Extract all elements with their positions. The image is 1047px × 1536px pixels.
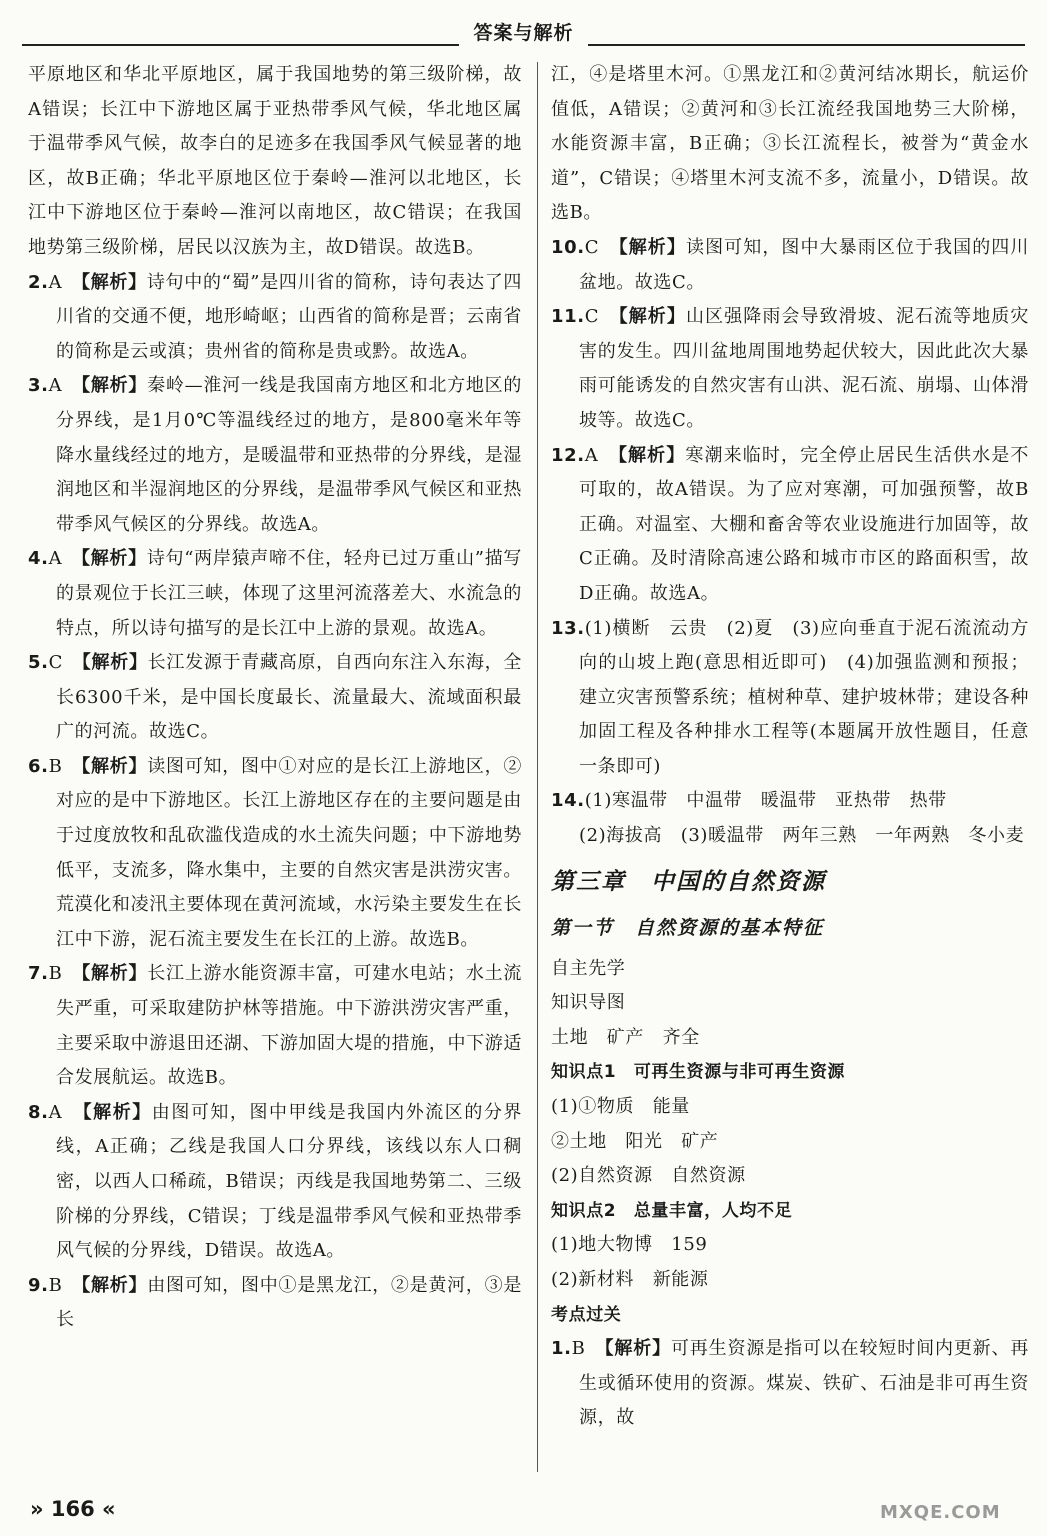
answer-number: 5. — [28, 652, 49, 674]
answer-number: 13. — [551, 617, 585, 639]
column-divider — [537, 62, 538, 1472]
knowledge-map-line: 土地 矿产 齐全 — [551, 1026, 700, 1048]
page-number: » 166 « — [30, 1497, 116, 1521]
answer-text: 由图可知，图中①是黑龙江，②是黄河，③是长 — [56, 1274, 522, 1331]
kp1-line-2: ②土地 阳光 矿产 — [551, 1130, 719, 1152]
answer-4 — [28, 542, 522, 646]
answer-text: 秦岭—淮河一线是我国南方地区和北方地区的分界线，是1月0℃等温线经过的地方，是800毫米年等降水量线经过的地方，是暖温带和亚热带的分界线，是湿润地区和半湿润地区的分界线，是温带季风气候区和亚热带季风气候区的分界线。故选A。 — [56, 375, 522, 535]
answer-8 — [28, 1096, 522, 1269]
watermark-text: MXQE.COM — [880, 1502, 1001, 1523]
answer-1 — [551, 1332, 1029, 1436]
answer-choice: A — [48, 375, 63, 397]
analysis-tag: 【解析】 — [617, 444, 686, 466]
analysis-tag: 【解析】 — [82, 1101, 152, 1123]
answer-choice: A — [48, 1101, 63, 1123]
subheading-checkpoint: 考点过关 — [551, 1304, 622, 1325]
answer-number: 6. — [28, 755, 49, 777]
answer-choice: C — [584, 236, 600, 258]
section-heading: 第一节 自然资源的基本特征 — [551, 916, 825, 939]
answer-6 — [28, 750, 522, 958]
answer-5 — [28, 646, 522, 750]
answer-choice: A — [584, 444, 599, 466]
kp1-line-3: (2)自然资源 自然资源 — [551, 1165, 746, 1187]
answer-choice: B — [48, 1274, 63, 1296]
watermark-logo — [880, 1470, 1040, 1530]
analysis-tag: 【解析】 — [81, 375, 148, 397]
answer-number: 1. — [551, 1338, 572, 1360]
answer-text: 由图可知，图中甲线是我国内外流区的分界线，A正确；乙线是我国人口分界线，该线以东人口稠密，以西人口稀疏，B错误；丙线是我国地势第二、三级阶梯的分界线，C错误；丁线是温带季风气候和亚热带季风气候的分界线，D错误。故选A。 — [56, 1101, 522, 1262]
answer-choice: A — [48, 548, 63, 570]
answer-number: 4. — [28, 548, 49, 570]
answer-text: 诗句中的“蜀”是四川省的简称，诗句表达了四川省的交通不便，地形崎岖；山西省的简称是晋；云南省的简称是云或滇；贵州省的简称是贵或黔。故选A。 — [56, 271, 522, 362]
subheading-knowledge-map: 知识导图 — [551, 992, 626, 1014]
answer-12 — [551, 439, 1029, 612]
answer-choice: B — [48, 755, 63, 777]
right-column — [551, 58, 1029, 1488]
analysis-tag: 【解析】 — [618, 306, 686, 328]
kp2-line-1: (1)地大物博 159 — [551, 1234, 708, 1256]
answer-text: 读图可知，图中①对应的是长江上游地区，②对应的是中下游地区。长江上游地区存在的主要问题是由于过度放牧和乱砍滥伐造成的水土流失问题；中下游地势低平，支流多，降水集中，主要的自然灾害是洪涝灾害。荒漠化和凌汛主要体现在黄河流域，水污染主要发生在长江中下游，泥石流主要发生在长江的上游。故选B。 — [56, 755, 522, 950]
knowledge-point-1: 知识点1 可再生资源与非可再生资源 — [551, 1062, 846, 1083]
answer-3 — [28, 369, 522, 542]
answer-text: 诗句“两岸猿声啼不住，轻舟已过万重山”描写的景观位于长江三峡，体现了这里河流落差大、水流急的特点，所以诗句描写的是长江中上游的景观。故选A。 — [56, 548, 522, 639]
answer-number: 11. — [551, 306, 585, 328]
answer-number: 3. — [28, 375, 49, 397]
page-header — [0, 0, 1047, 48]
header-rule-right — [588, 44, 1025, 46]
answer-text: (1)横断 云贵 (2)夏 (3)应向垂直于泥石流流动方向的山坡上跑(意思相近即可) (4)加强监测和预报；建立灾害预警系统；植树种草、建护坡林带；建设各种加固工程及各种排水工程等(本题属开放性题目，任意一条即可) — [579, 617, 1029, 777]
answer-text: 读图可知，图中大暴雨区位于我国的四川盆地。故选C。 — [579, 236, 1029, 293]
kp1-line-1: (1)①物质 能量 — [551, 1096, 690, 1118]
answer-7 — [28, 957, 522, 1095]
analysis-tag: 【解析】 — [81, 755, 148, 777]
answer-number: 10. — [551, 236, 585, 258]
analysis-tag: 【解析】 — [81, 652, 148, 674]
analysis-tag: 【解析】 — [81, 548, 147, 570]
answer-text: 可再生资源是指可以在较短时间内更新、再生或循环使用的资源。煤炭、铁矿、石油是非可再生资源，故 — [579, 1338, 1029, 1429]
analysis-tag: 【解析】 — [604, 1338, 671, 1360]
answer-14 — [551, 784, 1029, 819]
answer-9 — [28, 1269, 522, 1338]
answer-text: 寒潮来临时，完全停止居民生活供水是不可取的，故A错误。为了应对寒潮，可加强预警，故B正确。对温室、大棚和畜舍等农业设施进行加固等，故C正确。及时清除高速公路和城市市区的路面积雪，故D正确。故选A。 — [579, 444, 1029, 604]
answer-choice: C — [584, 306, 600, 328]
chapter-heading: 第三章 中国的自然资源 — [551, 868, 826, 895]
answer-text: 长江发源于青藏高原，自西向东注入东海，全长6300千米，是中国长度最长、流量最大、流域面积最广的河流。故选C。 — [56, 652, 522, 743]
answer-14-line-2: (2)海拔高 (3)暖温带 两年三熟 一年两熟 冬小麦 — [579, 825, 1025, 847]
page-title: 答案与解析 — [473, 22, 574, 44]
answer-number: 14. — [551, 790, 585, 812]
answer-11 — [551, 300, 1029, 438]
analysis-tag: 【解析】 — [81, 271, 147, 293]
answer-choice: C — [48, 652, 63, 674]
continued-paragraph: 江，④是塔里木河。①黑龙江和②黄河结冰期长，航运价值低，A错误；②黄河和③长江流经我国地势三大阶梯，水能资源丰富，B正确；③长江流程长，被誉为“黄金水道”，C错误；④塔里木河支流不多，流量小，D错误。故选B。 — [551, 64, 1029, 224]
answer-number: 2. — [28, 271, 49, 293]
analysis-tag: 【解析】 — [81, 963, 148, 985]
answer-text: 山区强降雨会导致滑坡、泥石流等地质灾害的发生。四川盆地周围地势起伏较大，因此此次大暴雨可能诱发的自然灾害有山洪、泥石流、崩塌、山体滑坡等。故选C。 — [579, 306, 1029, 431]
answer-number: 9. — [28, 1274, 49, 1296]
answer-number: 7. — [28, 963, 49, 985]
left-column — [28, 58, 522, 1488]
answer-choice: B — [571, 1338, 586, 1360]
answer-10 — [551, 231, 1029, 300]
kp2-line-2: (2)新材料 新能源 — [551, 1269, 709, 1290]
answer-text: (1)寒温带 中温带 暖温带 亚热带 热带 — [584, 790, 947, 812]
answer-choice: A — [48, 271, 63, 293]
answer-2 — [28, 266, 522, 370]
continued-paragraph: 平原地区和华北平原地区，属于我国地势的第三级阶梯，故A错误；长江中下游地区属于亚热带季风气候，华北地区属于温带季风气候，故李白的足迹多在我国季风气候显著的地区，故B正确；华北平原地区位于秦岭—淮河以北地区，长江中下游地区位于秦岭—淮河以南地区，故C错误；在我国地势第三级阶梯，居民以汉族为主，故D错误。故选B。 — [28, 64, 522, 258]
knowledge-point-2: 知识点2 总量丰富，人均不足 — [551, 1200, 793, 1221]
analysis-tag: 【解析】 — [618, 236, 686, 258]
answer-text: 长江上游水能资源丰富，可建水电站；水土流失严重，可采取建防护林等措施。中下游洪涝灾害严重，主要采取中游退田还湖、下游加固大堤的措施，中下游适合发展航运。故选B。 — [56, 963, 522, 1089]
answer-13 — [551, 612, 1029, 785]
answer-choice: B — [48, 963, 63, 985]
subheading-self-study: 自主先学 — [551, 957, 626, 979]
answer-number: 12. — [551, 444, 585, 466]
analysis-tag: 【解析】 — [81, 1274, 148, 1296]
answer-number: 8. — [28, 1101, 49, 1123]
